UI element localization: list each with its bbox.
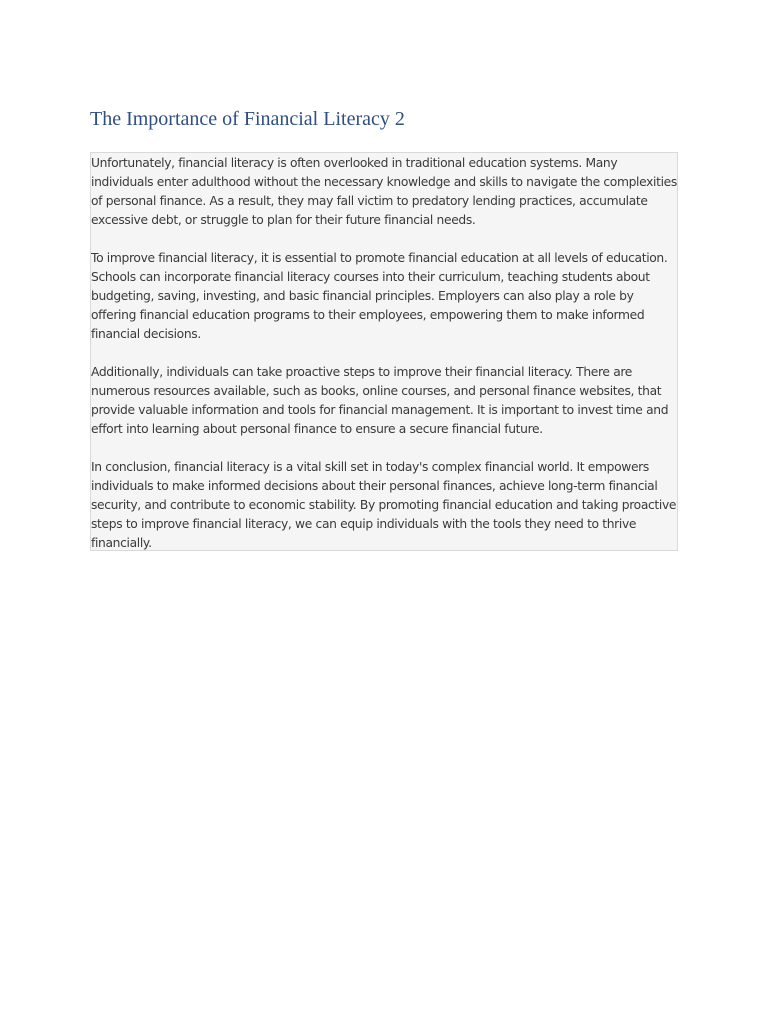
paragraph-2: To improve financial literacy, it is essential to promote financial education at all levels of education. Schools can incorporate financial literacy courses into their curriculum, teaching students about budgeting, saving, investing, and basic financial principles. Employers can also play a role by offering financial education programs to their employees, empowering them to make informed financial decisions. [91,251,668,341]
text-block [90,152,678,551]
paragraph-3: Additionally, individuals can take proactive steps to improve their financial literacy. There are numerous resources available, such as books, online courses, and personal finance websites, that provide valuable information and tools for financial management. It is important to invest time and effort into learning about personal finance to ensure a secure financial future. [91,365,669,436]
paragraph-1: Unfortunately, financial literacy is often overlooked in traditional education systems. Many individuals enter adulthood without the necessary knowledge and skills to navigate the complexities of personal finance. As a result, they may fall victim to predatory lending practices, accumulate excessive debt, or struggle to plan for their future financial needs. [91,156,677,227]
paragraph-4: In conclusion, financial literacy is a vital skill set in today's complex financial world. It empowers individuals to make informed decisions about their personal finances, achieve long-term financial security, and contribute to economic stability. By promoting financial education and taking proactive steps to improve financial literacy, we can equip individuals with the tools they need to thrive financially. [91,460,677,550]
document-title: The Importance of Financial Literacy 2 [90,108,405,130]
